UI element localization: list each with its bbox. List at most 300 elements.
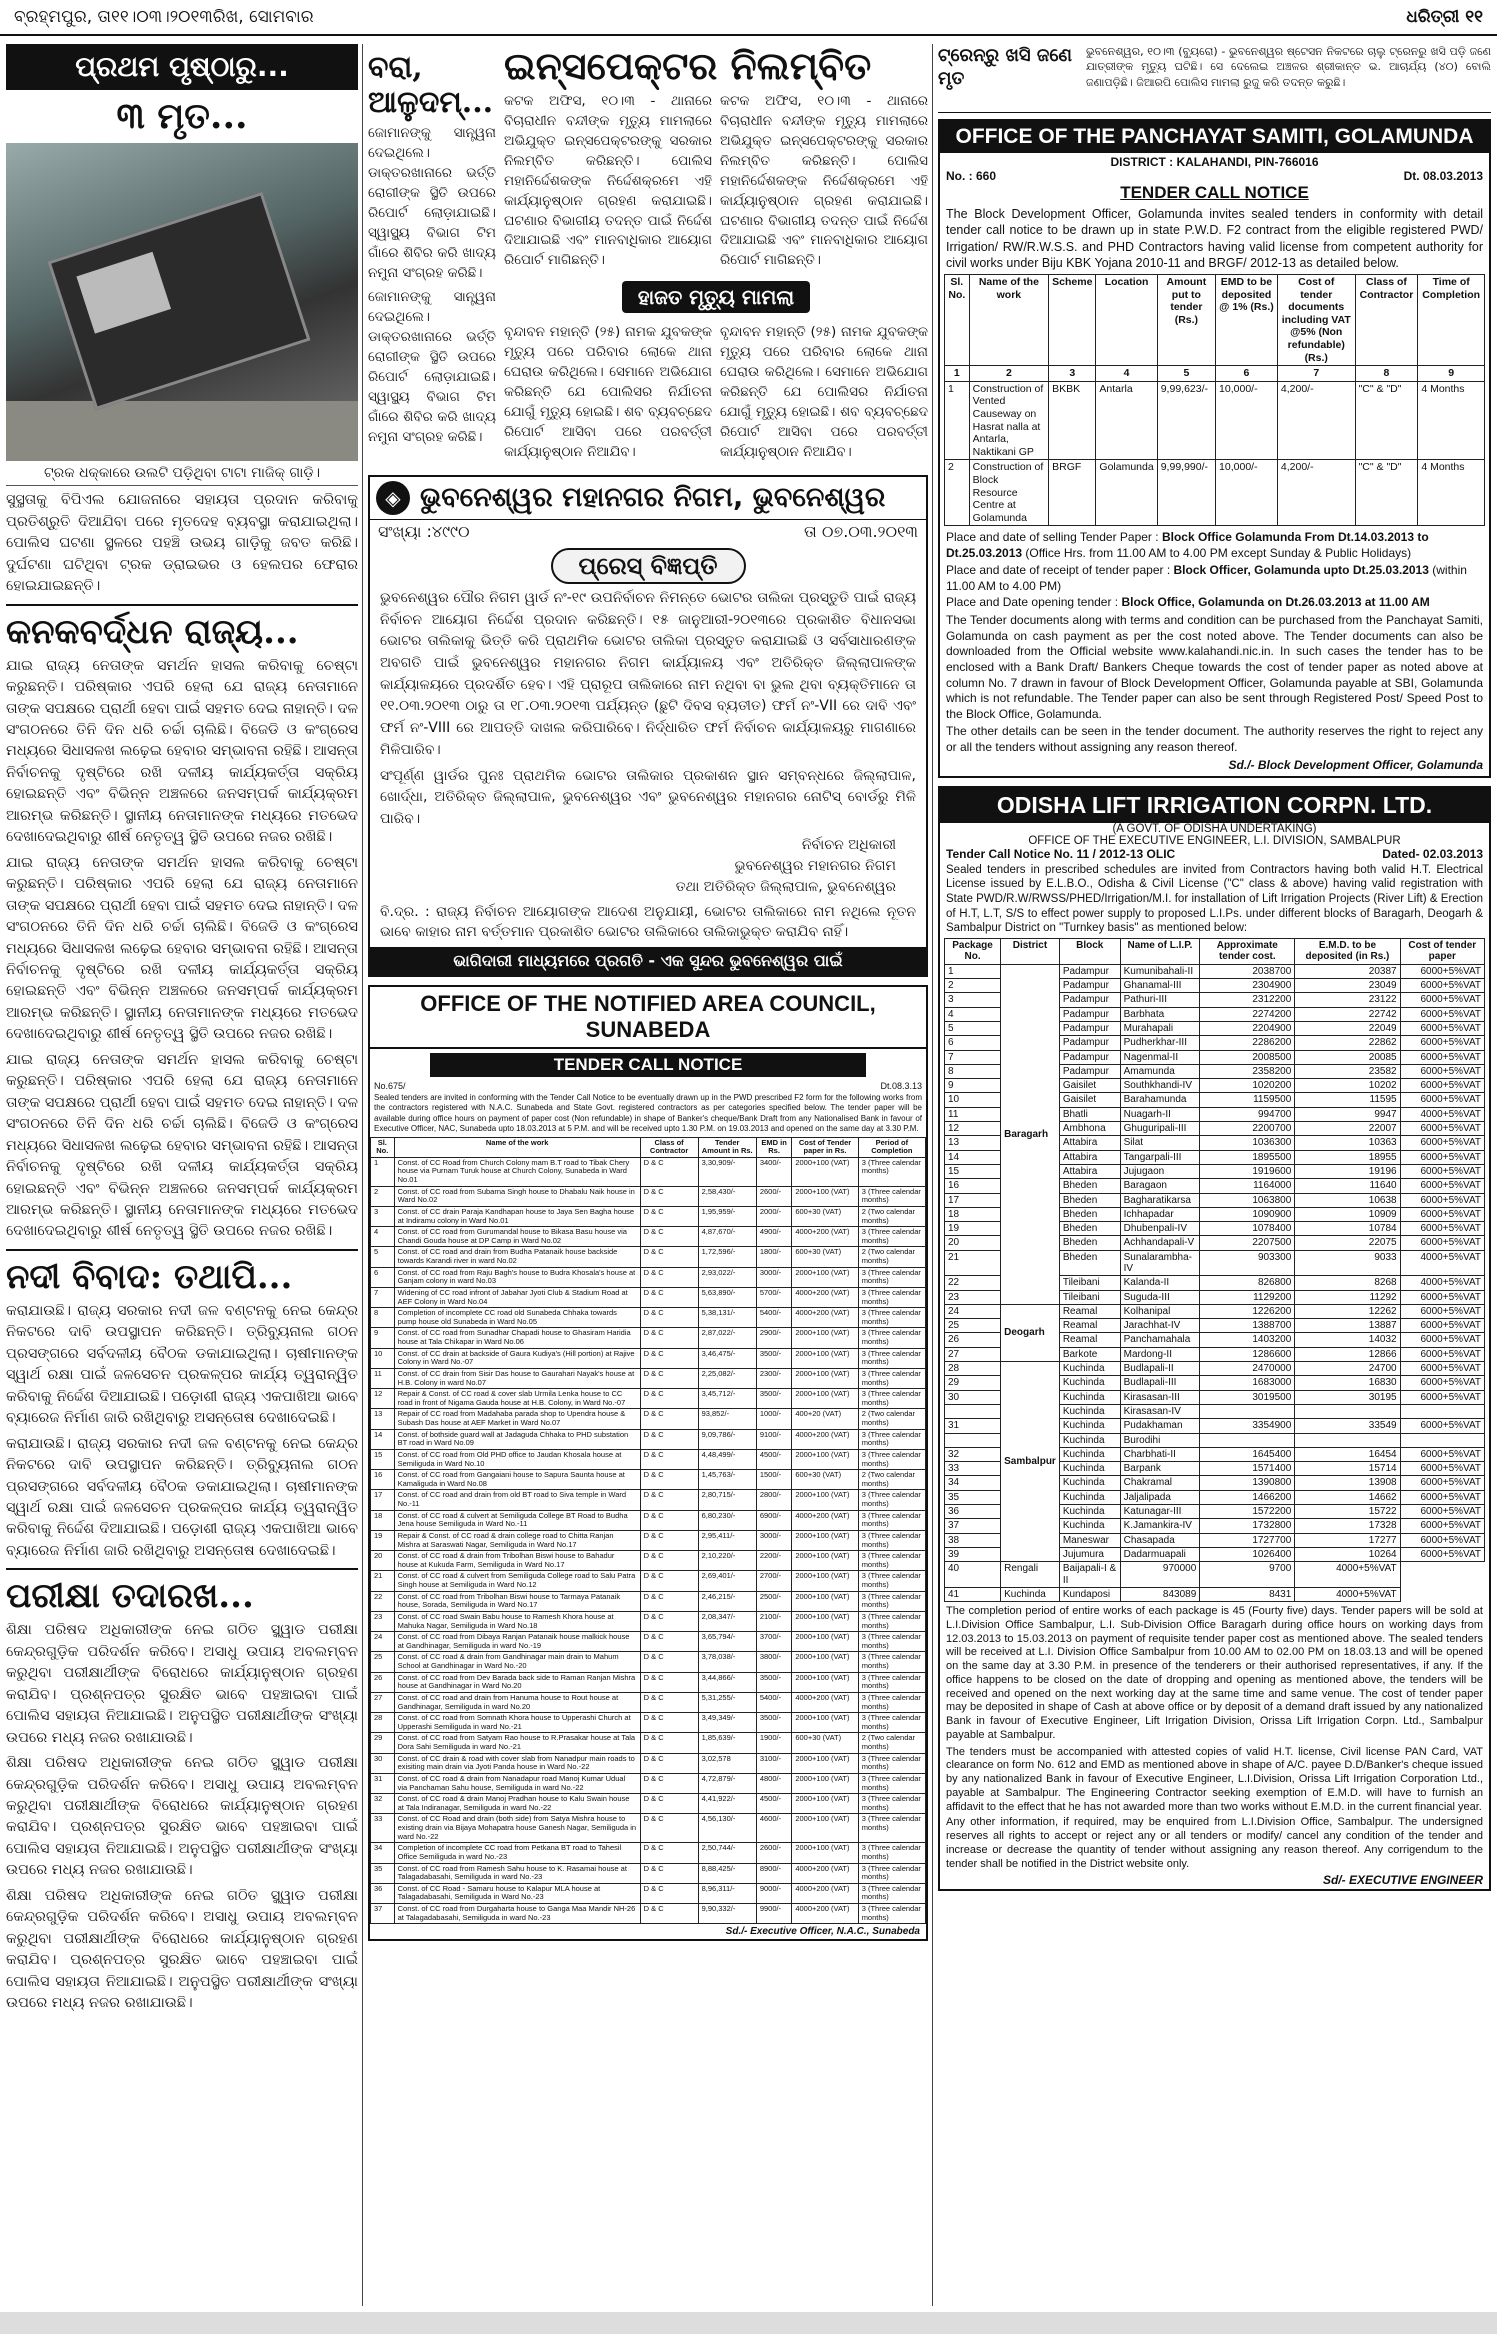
table-row	[371, 1883, 926, 1903]
table-cell: 1226200	[1200, 1304, 1295, 1318]
table-cell: 4600/-	[756, 1814, 792, 1843]
ps-receipt-line	[946, 562, 1483, 594]
bmc-note: ବି.ଦ୍ର. : ରାଜ୍ୟ ନିର୍ବାଚନ ଆୟୋଗଙ୍କ ଆଦେଶ ଅନୁଯାୟୀ, ଭୋଟର ତାଲିକାରେ ନାମ ନଥିଲେ ନୂତନ ଭାବେ କାହାର ନାମ ବର୍ତ୍ତମାନ ପ୍ରକାଶିତ ଭୋଟର ତାଲିକାରେ ତାଲିକାଭୁକ୍ତ କରାଯିବ ନାହିଁ।	[380, 903, 916, 941]
table-row	[945, 1304, 1485, 1318]
table-row	[371, 1692, 926, 1712]
table-cell: 1020200	[1200, 1079, 1295, 1093]
table-cell: 600+30 (VAT)	[792, 1733, 858, 1753]
table-cell: D & C	[640, 1551, 698, 1571]
table-cell: Kuchinda	[1059, 1433, 1120, 1447]
table-cell: Const. of CC road & drain from Gandhinagar main drain to Mahum School at Gandhinagar in Ward No.-20	[394, 1652, 640, 1672]
table-cell: 6000+5%VAT	[1400, 1122, 1484, 1136]
table-cell: Tangarpali-III	[1120, 1150, 1200, 1164]
table-row	[371, 1510, 926, 1530]
table-cell: 22049	[1295, 1021, 1400, 1035]
table-cell: 6000+5%VAT	[1400, 1462, 1484, 1476]
table-cell: 2,80,715/-	[698, 1490, 756, 1510]
table-row	[371, 1348, 926, 1368]
table-header-cell: Tender Amount in Rs.	[698, 1137, 756, 1157]
table-row	[945, 1562, 1485, 1588]
table-cell: Construction of Vented Causeway on Hasrat nalla at Antarla, Naktikani GP	[969, 381, 1049, 460]
table-cell: 1159500	[1200, 1093, 1295, 1107]
table-header-cell: Class of Contractor	[640, 1137, 698, 1157]
table-cell: 1063800	[1200, 1193, 1295, 1207]
column-middle	[368, 44, 928, 2306]
table-cell: 19	[371, 1530, 395, 1550]
table-cell: 23	[371, 1611, 395, 1631]
table-cell: Const. of CC road from Subarna Singh house to Dhabalu Naik house in Ward No.02	[394, 1186, 640, 1206]
table-cell: 6000+5%VAT	[1400, 1333, 1484, 1347]
ps-district: DISTRICT : KALAHANDI, PIN-766016	[1110, 155, 1319, 169]
table-cell: D & C	[640, 1632, 698, 1652]
table-cell: 4	[945, 1007, 1001, 1021]
table-cell: 3800/-	[756, 1652, 792, 1672]
story-body: ଜୋମାନଙ୍କୁ ସାନ୍ତ୍ୱନା ଦେଇଥିଲେ। ଡାକ୍ତରଖାନାରେ ଭର୍ତ୍ତି ରୋଗୀଙ୍କ ସ୍ଥିତି ଉପରେ ରିପୋର୍ଟ ଲୋଡ଼ାଯାଇଛି। ସ୍ୱାସ୍ଥ୍ୟ ବିଭାଗ ଟିମ ଗାଁରେ ଶିବିର କରି ଖାଦ୍ୟ ନମୁନା ସଂଗ୍ରହ କରିଛି।	[368, 288, 496, 445]
table-cell: 6000+5%VAT	[1400, 1193, 1484, 1207]
story-body: ଯାଇ ରାଜ୍ୟ ନେତାଙ୍କ ସମର୍ଥନ ହାସଲ କରିବାକୁ ଚେଷ୍ଟା କରୁଛନ୍ତି। ପରିଷ୍କାର ଏପରି ହେଲା ଯେ ରାଜ୍ୟ ନେତାମାନେ ତାଙ୍କ ସପକ୍ଷରେ ପ୍ରାର୍ଥୀ ହେବା ପାଇଁ ସହମତ ଦେଇ ନାହାନ୍ତି। ଦଳ ସଂଗଠନରେ ତିନି ଦିନ ଧରି ଚର୍ଚ୍ଚା ଚାଲିଛି। ବିଜେଡି ଓ କଂଗ୍ରେସ ମଧ୍ୟରେ ସିଧାସଳଖ ଲଢ଼େଇ ହେବାର ସମ୍ଭାବନା ରହିଛି। ଆସନ୍ତା ନିର୍ବାଚନକୁ ଦୃଷ୍ଟିରେ ରଖି ଦଳୀୟ କାର୍ଯ୍ୟକର୍ତ୍ତା ସକ୍ରିୟ ହୋଇଛନ୍ତି ଏବଂ ବିଭିନ୍ନ ଅଞ୍ଚଳରେ ଜନସମ୍ପର୍କ କାର୍ଯ୍ୟକ୍ରମ ଆରମ୍ଭ କରିଛନ୍ତି। ସ୍ଥାନୀୟ ନେତାମାନଙ୍କ ମଧ୍ୟରେ ମତଭେଦ ଦେଖାଦେଇଥିବାରୁ ଶୀର୍ଷ ନେତୃତ୍ୱ ସ୍ଥିତି ଉପରେ ନଜର ରଖିଛି।	[6, 854, 358, 1043]
table-row	[371, 1227, 926, 1247]
ps-title: OFFICE OF THE PANCHAYAT SAMITI, GOLAMUNDA	[940, 121, 1489, 153]
table-cell: 4000+5%VAT	[1400, 1250, 1484, 1276]
table-cell: 3500/-	[756, 1348, 792, 1368]
table-cell: Const. of CC road from Tribolhan Biswi house to Tarmaya Patanaik house, Sorada, Semiliguda in Ward No.17	[394, 1591, 640, 1611]
photo-road	[6, 401, 358, 461]
table-number-cell: 1	[945, 366, 970, 382]
table-cell: 2000+100 (VAT)	[792, 1368, 858, 1388]
table-row	[371, 1733, 926, 1753]
table-row	[371, 1814, 926, 1843]
table-cell: 3700/-	[756, 1632, 792, 1652]
ps-number: No. : 660	[946, 169, 997, 183]
bmc-sign-line: ଭୁବନେଶ୍ୱର ମହାନଗର ନିଗମ	[734, 857, 896, 874]
table-cell: D & C	[640, 1863, 698, 1883]
lead-body-columns	[504, 88, 928, 276]
table-cell: 4,56,130/-	[698, 1814, 756, 1843]
table-row	[371, 1591, 926, 1611]
table-cell: Const. of CC drain at backside of Gaura Kudiya's (Hill portion) at Rajive Colony in Ward No.-07	[394, 1348, 640, 1368]
table-cell: 1388700	[1200, 1319, 1295, 1333]
table-cell: 2000+100 (VAT)	[792, 1157, 858, 1186]
table-cell	[1200, 1433, 1295, 1447]
table-cell: 3 (Three calendar months)	[858, 1843, 925, 1863]
table-cell: Kuchinda	[1059, 1519, 1120, 1533]
table-cell: 3 (Three calendar months)	[858, 1429, 925, 1449]
table-cell: 6000+5%VAT	[1400, 1290, 1484, 1304]
table-cell: 2000+100 (VAT)	[792, 1843, 858, 1863]
table-cell: Const. of CC drain Paraja Kandhapan house to Jaya Sen Bagha house at Indiramu colony in Ward No.01	[394, 1206, 640, 1226]
table-cell: Dadarmuapali	[1120, 1547, 1200, 1561]
bmc-ref-line	[370, 520, 926, 544]
table-cell: Kolhanipal	[1120, 1304, 1200, 1318]
table-header-cell: Name of the work	[394, 1137, 640, 1157]
table-cell: 3 (Three calendar months)	[858, 1490, 925, 1510]
table-cell: Bheden	[1059, 1222, 1120, 1236]
table-cell: 30	[371, 1753, 395, 1773]
table-cell: 400+20 (VAT)	[792, 1409, 858, 1429]
table-cell: 6000+5%VAT	[1400, 1179, 1484, 1193]
table-cell: 10202	[1295, 1079, 1400, 1093]
table-cell: Bhatli	[1059, 1107, 1120, 1121]
table-row	[945, 1362, 1485, 1376]
table-cell: 37	[945, 1519, 1001, 1533]
table-cell: Kuchinda	[1059, 1490, 1120, 1504]
nac-number: No.675/	[374, 1081, 406, 1091]
table-row	[371, 1287, 926, 1307]
table-row	[371, 1904, 926, 1924]
story-headline: କନକବର୍ଦ୍ଧନ ରାଜ୍ୟ...	[6, 611, 299, 652]
table-cell: 2,87,022/-	[698, 1328, 756, 1348]
table-cell: 8431	[1200, 1587, 1295, 1601]
table-cell: Padampur	[1059, 964, 1120, 978]
table-cell: 12	[945, 1122, 1001, 1136]
table-cell: 8,88,425/-	[698, 1863, 756, 1883]
table-cell: Kalanda-II	[1120, 1276, 1200, 1290]
table-cell: 40	[945, 1562, 1001, 1588]
table-cell: 600+30 (VAT)	[792, 1470, 858, 1490]
table-cell: 6000+5%VAT	[1400, 1376, 1484, 1390]
table-cell: 3 (Three calendar months)	[858, 1773, 925, 1793]
table-cell: 2000+100 (VAT)	[792, 1814, 858, 1843]
table-cell: 903300	[1200, 1250, 1295, 1276]
table-cell: 11595	[1295, 1093, 1400, 1107]
table-cell: 30195	[1295, 1390, 1400, 1404]
table-cell: 3 (Three calendar months)	[858, 1348, 925, 1368]
table-header-cell: Package No.	[945, 939, 1001, 965]
table-cell: 13887	[1295, 1319, 1400, 1333]
table-cell: Padampur	[1059, 993, 1120, 1007]
table-row	[371, 1247, 926, 1267]
table-cell: 2,50,744/-	[698, 1843, 756, 1863]
table-cell: 9	[371, 1328, 395, 1348]
table-cell: 26	[945, 1333, 1001, 1347]
table-cell: 9000/-	[756, 1883, 792, 1903]
table-number-cell: 9	[1418, 366, 1485, 382]
table-cell: 3000/-	[756, 1267, 792, 1287]
table-cell: 3 (Three calendar months)	[858, 1591, 925, 1611]
table-cell: 1500/-	[756, 1470, 792, 1490]
table-cell: Const. of CC road & drain Manoj Pradhan house to Kalu Swain house at Tala Indiranagar, Semiliguda in ward No.-22	[394, 1794, 640, 1814]
table-cell: D & C	[640, 1449, 698, 1469]
table-cell: 4,200/-	[1277, 381, 1355, 460]
table-cell: 19196	[1295, 1164, 1400, 1178]
table-cell: 20	[371, 1551, 395, 1571]
table-cell: 3 (Three calendar months)	[858, 1863, 925, 1883]
table-cell: 4500/-	[756, 1449, 792, 1469]
table-cell: 38	[945, 1533, 1001, 1547]
table-row	[945, 964, 1485, 978]
table-cell: D & C	[640, 1591, 698, 1611]
table-cell: 3500/-	[756, 1672, 792, 1692]
table-cell	[1295, 1404, 1400, 1418]
table-cell: 11	[371, 1368, 395, 1388]
table-cell: D & C	[640, 1571, 698, 1591]
story-headline: ଟ୍ରେନ୍‌ରୁ ଖସି ଜଣେ ମୃତ	[938, 45, 1072, 90]
nac-title: OFFICE OF THE NOTIFIED AREA COUNCIL, SUNABEDA	[370, 987, 926, 1049]
table-cell: Nagenmal-II	[1120, 1050, 1200, 1064]
table-cell: 8,96,311/-	[698, 1883, 756, 1903]
table-cell: Kumunibahali-II	[1120, 964, 1200, 978]
table-cell: 2,10,220/-	[698, 1551, 756, 1571]
table-cell: 3 (Three calendar months)	[858, 1157, 925, 1186]
table-row	[371, 1863, 926, 1883]
table-cell: D & C	[640, 1753, 698, 1773]
table-cell: 18	[371, 1510, 395, 1530]
table-cell: 3,45,712/-	[698, 1389, 756, 1409]
table-cell: 6000+5%VAT	[1400, 1093, 1484, 1107]
story-body: ଭୁବନେଶ୍ୱର, ୧୦।୩ (ବ୍ୟୁରୋ) - ଭୁବନେଶ୍ୱର ଷ୍ଟେସନ ନିକଟରେ ଚାଲୁ ଟ୍ରେନରୁ ଖସି ପଡ଼ି ଜଣେ ଯାତ୍ରୀଙ୍କ ମୃତ୍ୟୁ ଘଟିଛି। ସେ ଦେଲେଇ ଅଞ୍ଚଳର ଶ୍ରୀକାନ୍ତ ଭ. ଆଚାର୍ଯ୍ୟ (୪୦) ବୋଲି ଜଣାପଡ଼ିଛି। ଜିଆରପି ପୋଲିସ ମାମଲା ରୁଜୁ କରି ତଦନ୍ତ କରୁଛି।	[1086, 45, 1491, 89]
olic-ref-line	[940, 847, 1489, 861]
table-cell: 1683000	[1200, 1376, 1295, 1390]
table-cell: 600+30 (VAT)	[792, 1206, 858, 1226]
table-cell: 1026400	[1200, 1547, 1295, 1561]
table-cell: 1900/-	[756, 1733, 792, 1753]
table-cell: 23049	[1295, 979, 1400, 993]
table-cell: 2207500	[1200, 1236, 1295, 1250]
table-cell: 6000+5%VAT	[1400, 1476, 1484, 1490]
table-cell: 31	[945, 1419, 1001, 1433]
table-cell: Pathuri-III	[1120, 993, 1200, 1007]
olic-body-1: The completion period of entire works of each package is 45 (Fourty five) days. Tender papers will be sold at L.I.Division Office Sambalpur, L.I. Sub-Division Office Baragarh during office hours on working days from 12.03.2013 to 15.03.2013 on payment of requisite tender paper cost as mentioned above. The sealed tenders will be received at L.I. Division Office Sambalpur from 10.00 AM to 02.00 PM on 18.03.13 and will be opened on the same day at 3.30 P.M. in presence of the tenderers or their authorised representatives, if any. If the office happens to be closed on the date of dropping and opening as mentioned above, the tenders will be received and opened on the next working day at the same time and same venue. The cost of tender paper may be deposited in shape of Cash at above office or by deposit of a demand draft issued by any nationalized Bank in favour of Executive Engineer, Lift Irrigation Division, Orissa Lift Irrigation Corpn. Ltd., Sambalpur payable at Sambalpur.	[946, 1605, 1483, 1741]
table-cell: 26	[371, 1672, 395, 1692]
story-body: କଟକ ଅଫିସ, ୧୦।୩ - ଥାନାରେ ବିଚାରାଧୀନ ବନ୍ଦୀଙ୍କ ମୃତ୍ୟୁ ମାମଲାରେ ଅଭିଯୁକ୍ତ ଇନ୍ସପେକ୍ଟରଙ୍କୁ ସରକାର ନିଲମ୍ବିତ କରିଛନ୍ତି। ପୋଲିସ ମହାନିର୍ଦ୍ଦେଶକଙ୍କ ନିର୍ଦ୍ଦେଶକ୍ରମେ ଏହି କାର୍ଯ୍ୟାନୁଷ୍ଠାନ ଗ୍ରହଣ କରାଯାଇଛି। ଘଟଣାର ବିଭାଗୀୟ ତଦନ୍ତ ପାଇଁ ନିର୍ଦ୍ଦେଶ ଦିଆଯାଇଛି ଏବଂ ମାନବାଧିକାର ଆୟୋଗ ରିପୋର୍ଟ ମାଗିଛନ୍ତି।	[504, 92, 712, 269]
table-cell: 29	[945, 1376, 1001, 1390]
table-cell: 2000+100 (VAT)	[792, 1773, 858, 1793]
table-cell: Repair & Const. of CC road & cover slab Urmila Lenka house to CC road in front of Nigama Gauda house at H.B. Colony, in Ward No.-07	[394, 1389, 640, 1409]
table-cell: 2,95,411/-	[698, 1530, 756, 1550]
masthead-dateline: ବ୍ରହ୍ମପୁର, ତା୧୧।୦୩।୨୦୧୩ରିଖ, ସୋମବାର	[14, 7, 314, 27]
table-cell: 3354900	[1200, 1419, 1295, 1433]
table-cell: D & C	[640, 1611, 698, 1631]
table-cell: 3,49,349/-	[698, 1713, 756, 1733]
table-cell: Nuagarh-II	[1120, 1107, 1200, 1121]
table-cell: 1727700	[1200, 1533, 1295, 1547]
table-cell: Chasapada	[1120, 1533, 1200, 1547]
table-cell: 17277	[1295, 1533, 1400, 1547]
table-cell: 23582	[1295, 1064, 1400, 1078]
table-cell: 2,25,082/-	[698, 1368, 756, 1388]
table-cell: 2000+100 (VAT)	[792, 1328, 858, 1348]
masthead	[0, 0, 1497, 36]
table-row	[371, 1551, 926, 1571]
table-cell: D & C	[640, 1530, 698, 1550]
olic-intro: Sealed tenders in prescribed schedules are invited from Contractors having both valid H.T. Electrical License issued by E.L.B.O., Odisha & Civil License ("C" class & above) having valid registration with State PWD/R.W/RWSS/PHED/Irrigation/M.I. for installation of Lift Irrigation Projects (River Lift) & Erection of H.T, L.T, S/S to effect power supply to proposed L.I.Ps. under different blocks of Baragarh, Deogarh & Sambalpur District on "Turnkey basis" as mentioned below:	[946, 863, 1483, 935]
table-cell: Chakramal	[1120, 1476, 1200, 1490]
table-cell: 4000+200 (VAT)	[792, 1904, 858, 1924]
table-cell: Jarachhat-IV	[1120, 1319, 1200, 1333]
table-cell: 2204900	[1200, 1021, 1295, 1035]
table-cell: 19	[945, 1222, 1001, 1236]
table-number-cell: 7	[1277, 366, 1355, 382]
table-cell: Widening of CC road infront of Jabahar Jyoti Club & Stadium Road at AEF Colony in Ward No.04	[394, 1287, 640, 1307]
table-cell: 6000+5%VAT	[1400, 1447, 1484, 1461]
table-cell: Kuchinda	[1059, 1476, 1120, 1490]
table-cell: 2900/-	[756, 1328, 792, 1348]
ps-label: Place and date of receipt of tender paper :	[946, 562, 1174, 577]
olic-signature: Sd/- EXECUTIVE ENGINEER	[1322, 1873, 1483, 1888]
table-cell: 18	[945, 1207, 1001, 1221]
table-cell: 16	[945, 1179, 1001, 1193]
table-cell: 3 (Three calendar months)	[858, 1753, 925, 1773]
bmc-date: ତା ୦୭.୦୩.୨୦୧୩	[804, 522, 918, 541]
table-row	[371, 1632, 926, 1652]
nac-notice-heading: TENDER CALL NOTICE	[430, 1053, 866, 1077]
table-cell: 1	[945, 964, 1001, 978]
table-cell: D & C	[640, 1368, 698, 1388]
table-header-cell: Location	[1096, 275, 1157, 366]
column-left	[6, 44, 358, 2306]
table-cell: 30	[945, 1390, 1001, 1404]
table-cell: Barahamunda	[1120, 1093, 1200, 1107]
table-cell: 2600/-	[756, 1843, 792, 1863]
table-cell: 17328	[1295, 1519, 1400, 1533]
table-cell: 3 (Three calendar months)	[858, 1389, 925, 1409]
table-row	[371, 1571, 926, 1591]
table-cell: Reamal	[1059, 1319, 1120, 1333]
ps-value: Block Office, Golamunda on Dt.26.03.2013 at 11.00 AM	[1121, 595, 1430, 610]
divider	[6, 1568, 358, 1570]
table-cell: 1129200	[1200, 1290, 1295, 1304]
table-cell: 2700/-	[756, 1571, 792, 1591]
table-cell: Const. of CC drain & road with cover slab from Nanadpur main roads to exisiting main drain via Jyoti Panda house in Ward No.-22	[394, 1753, 640, 1773]
olic-title: ODISHA LIFT IRRIGATION CORPN. LTD.	[940, 788, 1489, 823]
ps-opening-line	[946, 594, 1483, 610]
olic-number: Tender Call Notice No. 11 / 2012-13 OLIC	[946, 846, 1176, 861]
table-cell: 2000+100 (VAT)	[792, 1753, 858, 1773]
table-cell: 2000+100 (VAT)	[792, 1551, 858, 1571]
table-cell: Ghuguripali-III	[1120, 1122, 1200, 1136]
table-cell: D & C	[640, 1733, 698, 1753]
table-cell: 6000+5%VAT	[1400, 1064, 1484, 1078]
table-cell: Const. of CC road and drain from Hanuma house to Rout house at Gandhinagar, Semiliguda in ward No.20	[394, 1692, 640, 1712]
divider	[6, 1249, 358, 1251]
table-cell: 14662	[1295, 1490, 1400, 1504]
table-cell: D & C	[640, 1328, 698, 1348]
table-cell: 9,99,623/-	[1157, 381, 1215, 460]
table-cell: 13	[945, 1136, 1001, 1150]
table-cell: 1036300	[1200, 1136, 1295, 1150]
table-cell: 6000+5%VAT	[1400, 1164, 1484, 1178]
table-cell: 15714	[1295, 1462, 1400, 1476]
ps-notice-heading: TENDER CALL NOTICE	[1120, 183, 1309, 202]
table-cell: 2000+100 (VAT)	[792, 1348, 858, 1368]
table-cell: 1895500	[1200, 1150, 1295, 1164]
table-cell: 6000+5%VAT	[1400, 1036, 1484, 1050]
table-cell: 10909	[1295, 1207, 1400, 1221]
table-cell: 3,46,475/-	[698, 1348, 756, 1368]
table-header-cell: Name of the work	[969, 275, 1049, 366]
table-cell: 7	[371, 1287, 395, 1307]
table-cell: 3000/-	[756, 1530, 792, 1550]
table-cell: 10264	[1295, 1547, 1400, 1561]
table-cell: 8900/-	[756, 1863, 792, 1883]
table-cell: 2500/-	[756, 1591, 792, 1611]
table-cell: 3 (Three calendar months)	[858, 1692, 925, 1712]
table-cell: D & C	[640, 1510, 698, 1530]
table-cell: 2000+100 (VAT)	[792, 1571, 858, 1591]
bmc-sign-line: ତଥା ଅତିରିକ୍ତ ଜିଲ୍ଲାପାଳ, ଭୁବନେଶ୍ୱର	[675, 878, 896, 895]
table-cell: 2,08,347/-	[698, 1611, 756, 1631]
table-header-cell: E.M.D. to be deposited (in Rs.)	[1295, 939, 1400, 965]
table-cell: 2000+100 (VAT)	[792, 1267, 858, 1287]
story-body: ସୁସ୍ଥତାକୁ ବିପିଏଲ ଯୋଜନାରେ ସହାୟତା ପ୍ରଦାନ କରିବାକୁ ପ୍ରତିଶ୍ରୁତି ଦିଆଯିବା ପରେ ମୃତଦେହ ବ୍ୟବସ୍ଥା କରାଯାଇଥିଲା। ପୋଲିସ ଘଟଣା ସ୍ଥଳରେ ପହଞ୍ଚି ଉଭୟ ଗାଡ଼ିକୁ ଜବତ କରିଛି। ଦୁର୍ଘଟଣା ଘଟିଥିବା ଟ୍ରକ ଡ୍ରାଇଭର ଓ ହେଲପର ଫେରାର ହୋଇଯାଇଛନ୍ତି।	[6, 492, 358, 595]
table-cell: Bheden	[1059, 1193, 1120, 1207]
table-cell: Rengali	[1001, 1562, 1060, 1588]
table-cell: 17	[945, 1193, 1001, 1207]
olic-body-3: Any other information, if required, may be enquired from L.I.Division Office, Sambalpur. The undersigned reserves all rights to accept or reject any or all tenders or modify/ cancel any condition of the tender and increase or decrease the quantity of tender without assigning any reason thereof. Any corrigendum to the tender shall be notified in the District website only.	[946, 1816, 1483, 1870]
table-cell: 3 (Three calendar months)	[858, 1328, 925, 1348]
table-header-cell: Cost of Tender paper in Rs.	[792, 1137, 858, 1157]
table-cell: 3	[371, 1206, 395, 1226]
table-cell: 9,09,786/-	[698, 1429, 756, 1449]
nac-intro: Sealed tenders are invited in conforming with the Tender Call Notice to be eventually drawn up in the PWD prescribed F2 form for the following works from the contractors registered with N.A.C. Sunabeda and State Govt. registered contractors as per categories specified below. The tender paper will be available during office hours on payment of paper cost (Non refundable) in shape of Banker's cheque/Bank Draft from any Nationalised Bank in favour of Executive Officer, NAC, Sunabeda upto 18.03.2013 at 5 P.M. and will be received upto 1.30 P.M. on 19.03.2013 and opened on the same day at 3.30 P.M.	[374, 1093, 922, 1134]
table-cell: Repair of CC road from Madahaba parada shop to Upendra house & Subash Das house at AEF Market in Ward No.07	[394, 1409, 640, 1429]
table-row	[371, 1672, 926, 1692]
table-cell: 3 (Three calendar months)	[858, 1814, 925, 1843]
table-cell: Tileibani	[1059, 1290, 1120, 1304]
table-cell: 1466200	[1200, 1490, 1295, 1504]
table-cell: Golamunda	[1096, 460, 1157, 526]
table-cell: 4000+5%VAT	[1400, 1107, 1484, 1121]
table-cell: 4000+200 (VAT)	[792, 1510, 858, 1530]
table-cell: 7	[945, 1050, 1001, 1064]
table-cell: 4 Months	[1418, 381, 1485, 460]
table-cell: Gaisilet	[1059, 1093, 1120, 1107]
table-cell: Southkhandi-IV	[1120, 1079, 1200, 1093]
table-cell: 12866	[1295, 1347, 1400, 1361]
table-cell: Ghanamal-III	[1120, 979, 1200, 993]
table-cell: 970000	[1120, 1562, 1200, 1588]
table-cell: Padampur	[1059, 979, 1120, 993]
table-cell: 20387	[1295, 964, 1400, 978]
table-cell: 6000+5%VAT	[1400, 1519, 1484, 1533]
table-cell: Barkote	[1059, 1347, 1120, 1361]
table-cell: Const. of CC road from Sunadhar Chapadi house to Ghasiram Haridia house at Tala Chikapar in Ward No.06	[394, 1328, 640, 1348]
table-cell: 4000+200 (VAT)	[792, 1287, 858, 1307]
table-cell: 4800/-	[756, 1773, 792, 1793]
table-cell	[1295, 1433, 1400, 1447]
bmc-body-2: ସଂପୂର୍ଣ୍ଣ ୱାର୍ଡର ପୁନଃ ପ୍ରାଥମିକ ଭୋଟର ତାଲିକାର ପ୍ରକାଶନ ସ୍ଥାନ ସମ୍ବନ୍ଧରେ ଜିଲ୍ଲାପାଳ, ଖୋର୍ଦ୍ଧା, ଅତିରିକ୍ତ ଜିଲ୍ଲାପାଳ, ଭୁବନେଶ୍ୱର ଏବଂ ଭୁବନେଶ୍ୱର ମହାନଗର ନୋଟିସ୍ ବୋର୍ଡରୁ ମିଳି ପାରିବ।	[380, 767, 916, 827]
table-cell: 8	[371, 1308, 395, 1328]
table-cell: 2286200	[1200, 1036, 1295, 1050]
table-row	[371, 1157, 926, 1186]
table-cell: 3,78,038/-	[698, 1652, 756, 1672]
olic-table-header	[945, 939, 1485, 965]
table-cell: 9900/-	[756, 1904, 792, 1924]
table-cell: 1	[945, 381, 970, 460]
table-cell: 1571400	[1200, 1462, 1295, 1476]
table-cell: 3,44,866/-	[698, 1672, 756, 1692]
table-cell: 6000+5%VAT	[1400, 1390, 1484, 1404]
ps-date: Dt. 08.03.2013	[1403, 169, 1483, 183]
table-cell: 6000+5%VAT	[1400, 1079, 1484, 1093]
table-cell: 2,69,401/-	[698, 1571, 756, 1591]
table-cell: 24700	[1295, 1362, 1400, 1376]
table-cell: 3 (Three calendar months)	[858, 1794, 925, 1814]
table-cell: D & C	[640, 1227, 698, 1247]
table-cell: 23122	[1295, 993, 1400, 1007]
table-cell: Pudherkhar-III	[1120, 1036, 1200, 1050]
table-cell: 5,38,131/-	[698, 1308, 756, 1328]
table-cell: 4,48,499/-	[698, 1449, 756, 1469]
table-row	[371, 1530, 926, 1550]
table-cell: Jujumura	[1059, 1547, 1120, 1561]
table-cell: Silat	[1120, 1136, 1200, 1150]
table-cell: 18955	[1295, 1150, 1400, 1164]
table-cell: Const. of CC drain from Sisir Das house to Gaurahari Nayak's house at H.B. Colony in ward No.07	[394, 1368, 640, 1388]
table-cell: Const. of CC road from Dibaya Ranjan Patanaik house malkick house at Gandhinagar, Semiliguda in ward No.-19	[394, 1632, 640, 1652]
table-cell: 6000+5%VAT	[1400, 1304, 1484, 1318]
table-row	[371, 1429, 926, 1449]
